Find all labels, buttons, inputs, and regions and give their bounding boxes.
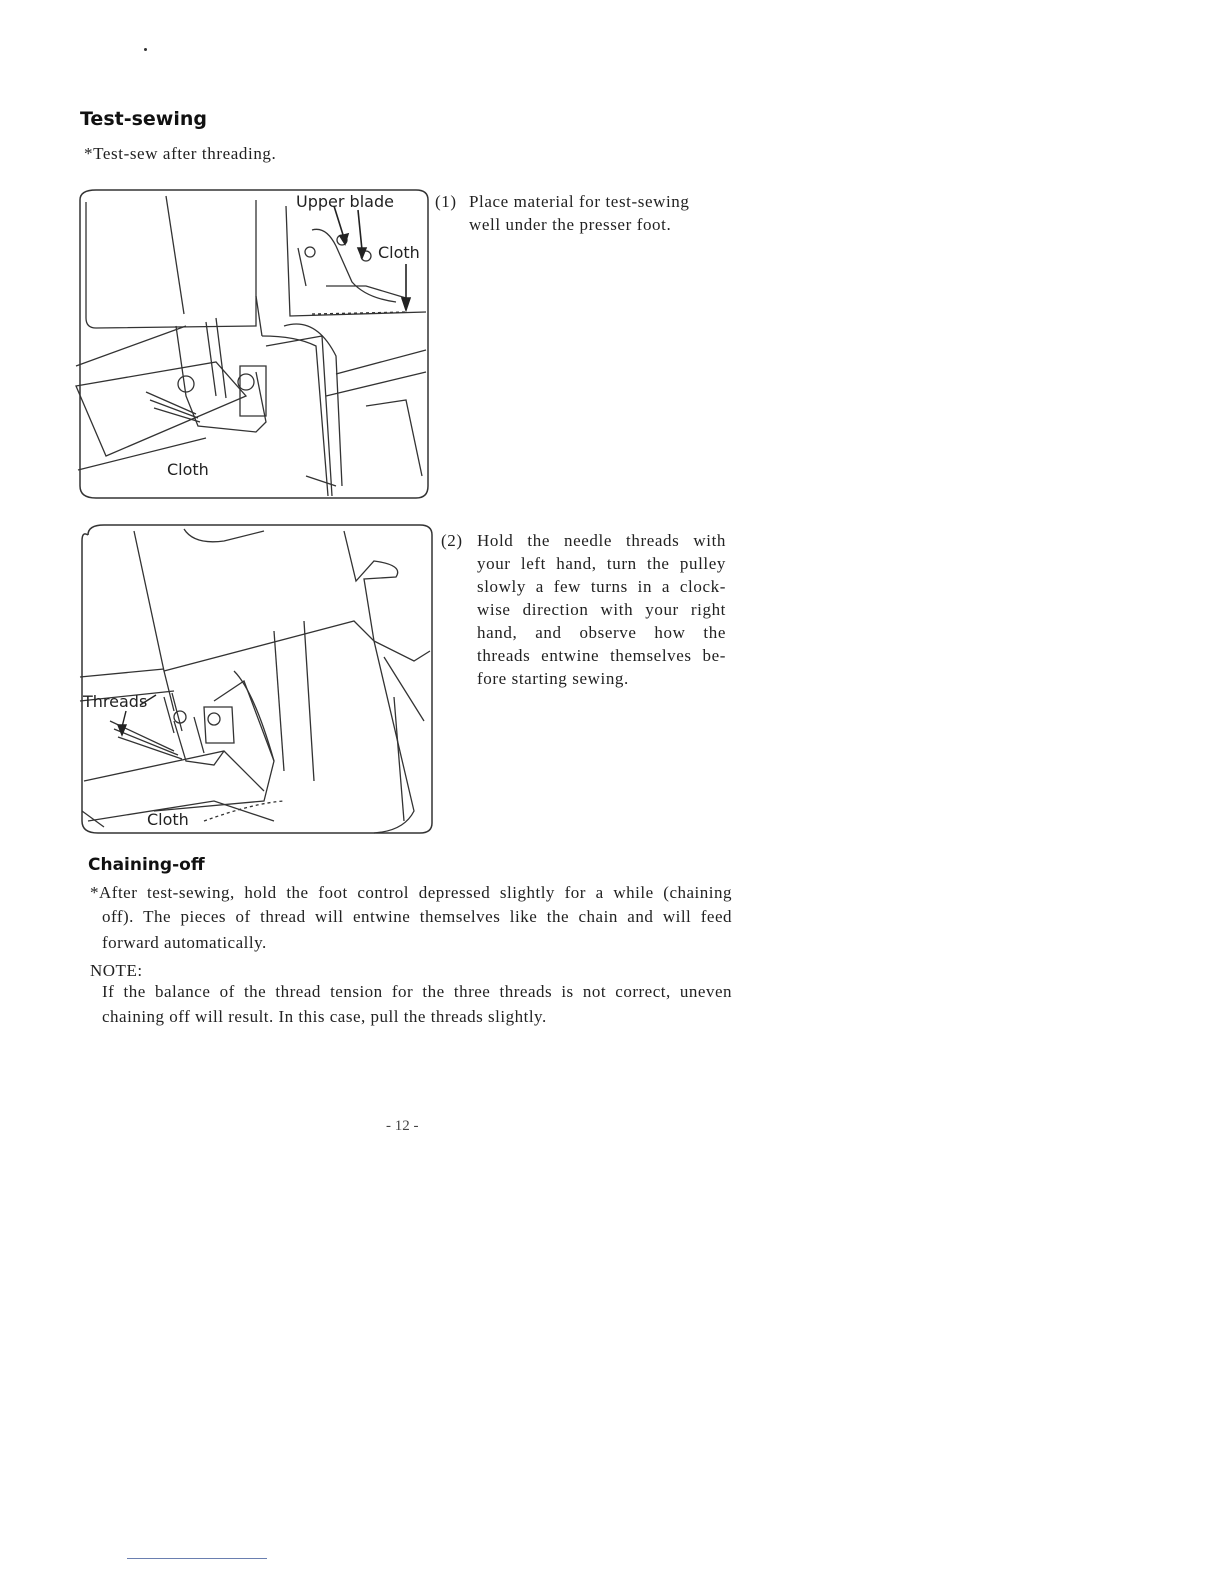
label-cloth: Cloth — [147, 810, 189, 829]
step-2-line-1: Hold the needle threads with — [477, 531, 726, 550]
note-line-1: If the balance of the thread tension for the three threads is not correct, uneven — [102, 982, 732, 1001]
chaining-off-line-1: *After test-sewing, hold the foot control depressed slightly for a while (chaining — [90, 883, 732, 902]
label-cloth-inset: Cloth — [378, 243, 420, 262]
note-line-2: chaining off will result. In this case, pull the threads slightly. — [102, 1007, 547, 1026]
step-2-line-3: slowly a few turns in a clock- — [477, 577, 726, 596]
figure-test-sewing-placement — [66, 186, 432, 502]
step-2-line-2: your left hand, turn the pulley — [477, 554, 726, 573]
figure-1-illustration — [66, 186, 432, 502]
step-2-number: (2) — [441, 531, 463, 550]
step-2-line-4: wise direction with your right — [477, 600, 726, 619]
page-number: - 12 - — [386, 1118, 419, 1134]
section-title-test-sewing: Test-sewing — [80, 108, 207, 130]
figure-hold-threads — [74, 521, 436, 839]
chaining-off-line-2: off). The pieces of thread will entwine themselves like the chain and will feed — [102, 907, 732, 926]
label-upper-blade: Upper blade — [296, 192, 394, 211]
step-2 — [441, 529, 731, 699]
footer-rule — [127, 1558, 267, 1559]
stray-dot — [144, 48, 147, 51]
note-label: NOTE: — [90, 961, 143, 980]
label-cloth: Cloth — [167, 460, 209, 479]
step-1-number: (1) — [435, 192, 457, 211]
section-title-chaining-off: Chaining-off — [88, 855, 205, 875]
chaining-off-line-3: forward automatically. — [102, 933, 267, 952]
test-sewing-note: *Test-sew after threading. — [84, 144, 277, 163]
step-2-line-7: fore starting sewing. — [477, 669, 629, 688]
figure-2-illustration — [74, 521, 436, 839]
step-1-line-1: Place material for test-sewing — [469, 192, 690, 211]
step-2-line-5: hand, and observe how the — [477, 623, 726, 642]
label-threads: Threads — [83, 692, 148, 711]
step-1-line-2: well under the presser foot. — [469, 215, 672, 234]
step-1 — [435, 190, 725, 240]
step-2-line-6: threads entwine themselves be- — [477, 646, 726, 665]
